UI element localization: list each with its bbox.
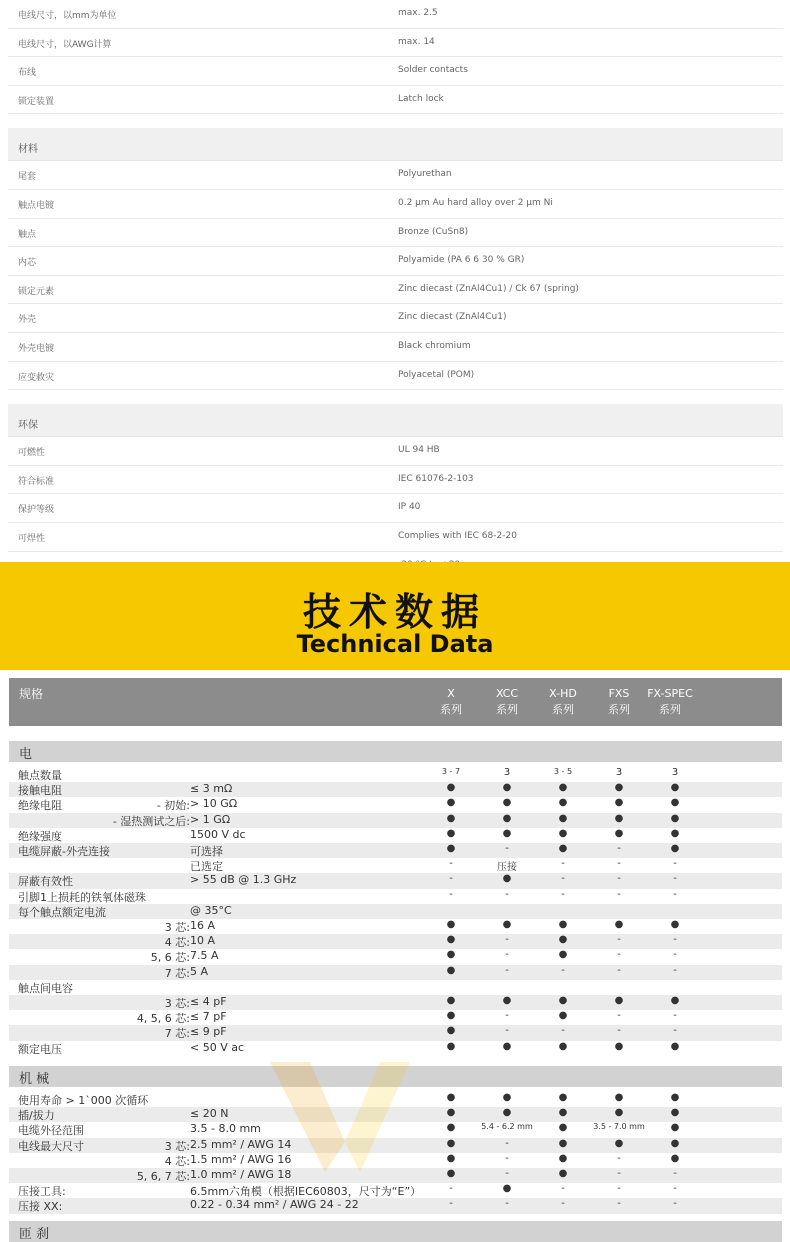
series-mark: - [673, 888, 677, 900]
row-sublabel: 3 芯: [164, 997, 190, 1010]
spec-row [8, 247, 783, 276]
row-value: 1.0 mm² / AWG 18 [190, 1168, 292, 1181]
series-mark: ● [558, 782, 568, 794]
spec-label: 触点电镀 [18, 200, 55, 211]
row-label: 每个触点额定电流 [18, 905, 106, 919]
spec-label: 可焊性 [18, 533, 46, 544]
row-sublabel: 5, 6, 7 芯: [136, 1170, 190, 1183]
series-mark: - [449, 873, 453, 885]
series-mark: ● [670, 1040, 680, 1052]
row-sublabel: 7 芯: [164, 1027, 190, 1041]
series-mark: - [673, 949, 677, 961]
series-mark: - [561, 1198, 565, 1210]
tech-table-header [9, 678, 782, 726]
spec-label: 内芯 [18, 258, 37, 269]
section-mechanical: 机 械 [9, 1066, 782, 1087]
row-sublabel: 4 芯: [164, 936, 190, 950]
series-mark: ● [446, 827, 456, 839]
tech-row [9, 782, 782, 797]
series-mark: ● [502, 797, 512, 809]
series-mark: - [617, 1168, 621, 1179]
tech-row [9, 965, 782, 980]
row-value: 7.5 A [190, 949, 219, 963]
series-mark: - [617, 873, 621, 885]
spec-value: Zinc diecast (ZnAl4Cu1) / Ck 67 (spring) [398, 283, 579, 294]
spec-label: 电线尺寸，以AWG计算 [18, 39, 112, 50]
series-mark: ● [558, 949, 568, 961]
spec-label: 锁定元素 [18, 286, 55, 297]
spec-value: Polyurethan [398, 169, 452, 180]
series-mark: ● [558, 919, 568, 930]
spec-label: 触点 [18, 229, 37, 240]
spec-row [8, 466, 783, 495]
tech-row [9, 1198, 782, 1213]
row-label: 绝缘强度 [18, 829, 62, 843]
series-mark: - [561, 873, 565, 885]
series-mark: ● [502, 827, 512, 839]
spec-row [8, 362, 783, 391]
row-label: 使用寿命 > 1`000 次循环 [18, 1094, 149, 1107]
spec-row [8, 219, 783, 248]
spec-row [8, 333, 783, 362]
series-mark: ● [502, 782, 512, 794]
series-mark: ● [446, 1137, 456, 1149]
spec-label: 锁定装置 [18, 96, 55, 107]
series-mark: - [561, 858, 565, 870]
spec-value: UL 94 HB [398, 445, 440, 456]
row-value: 6.5mm六角模（根据IEC60803，尺寸为“E”） [190, 1185, 422, 1199]
series-mark: ● [446, 1168, 456, 1179]
spec-row [8, 437, 783, 466]
tech-row [9, 1025, 782, 1040]
spec-row [8, 523, 783, 552]
row-label: 屏蔽有效性 [18, 875, 73, 889]
row-value: @ 35°C [190, 903, 232, 917]
tech-row [9, 919, 782, 934]
row-label: 额定电压 [18, 1042, 62, 1056]
series-mark: - [617, 949, 621, 961]
series-mark: 3 - 5 [553, 767, 573, 776]
series-mark: - [505, 843, 509, 854]
series-mark: 5.4 - 6.2 mm [481, 1122, 533, 1132]
spec-value: IP 40 [398, 502, 421, 513]
row-value: 0.22 - 0.34 mm² / AWG 24 - 22 [190, 1198, 359, 1212]
spec-table-top [8, 0, 783, 580]
spec-row [8, 0, 783, 29]
row-value: < 50 V ac [190, 1040, 245, 1054]
series-mark: - [617, 964, 621, 976]
series-mark: ● [614, 812, 624, 824]
series-mark: ● [446, 782, 456, 794]
series-mark: ● [446, 812, 456, 824]
series-mark: ● [670, 995, 680, 1006]
tech-row [9, 828, 782, 843]
series-mark: - [673, 858, 677, 870]
series-mark: ● [558, 1040, 568, 1052]
row-label: 接触电阻 [18, 784, 62, 798]
series-mark: - [617, 1198, 621, 1210]
spec-value: max. 2.5 [398, 8, 438, 18]
spec-value: Bronze (CuSn8) [398, 226, 469, 237]
spec-value: Complies with IEC 68-2-20 [398, 530, 517, 541]
spec-value: 0.2 μm Au hard alloy over 2 μm Ni [398, 197, 553, 208]
spec-row [8, 29, 783, 58]
series-mark: ● [670, 782, 680, 794]
series-mark: ● [614, 1092, 624, 1103]
row-sublabel: 3 芯: [164, 1139, 190, 1153]
spec-value: Black chromium [398, 340, 471, 351]
series-mark: ● [446, 995, 456, 1006]
row-label: 插/拔力 [18, 1109, 55, 1123]
series-mark: ● [558, 1137, 568, 1149]
tech-row [9, 1183, 782, 1198]
series-mark: ● [670, 797, 680, 809]
series-mark: - [673, 964, 677, 976]
series-mark: ● [558, 1152, 568, 1164]
series-mark: ● [614, 995, 624, 1006]
header-label: 规格 [19, 687, 44, 701]
series-mark: - [561, 1025, 565, 1037]
series-mark: - [673, 1183, 677, 1195]
col-x: X 系列 [440, 687, 462, 716]
series-mark: ● [558, 812, 568, 824]
row-value: 已选定 [190, 860, 223, 874]
series-mark: ● [446, 949, 456, 961]
series-mark: ● [446, 1092, 456, 1103]
series-mark: - [617, 858, 621, 870]
row-label: 引脚1上损耗的铁氧体磁珠 [18, 890, 146, 904]
series-mark: ● [558, 1168, 568, 1179]
tech-row [9, 1010, 782, 1025]
spec-label: 应变救灾 [18, 372, 55, 383]
row-sublabel: 3 芯: [164, 921, 190, 934]
row-label: 绝缘电阻 [18, 799, 62, 813]
spec-label: 符合标准 [18, 476, 55, 487]
spec-label: 布线 [18, 68, 37, 79]
spec-row [8, 304, 783, 333]
series-mark: - [673, 873, 677, 885]
technical-data-banner [0, 562, 790, 670]
spec-label: 外壳电镀 [18, 343, 55, 354]
tech-row [9, 889, 782, 904]
series-mark: ● [670, 919, 680, 930]
series-mark: ● [558, 1010, 568, 1022]
row-label: 触点数量 [18, 769, 62, 782]
tech-row [9, 767, 782, 782]
row-value: 10 A [190, 934, 216, 948]
series-mark: ● [446, 1152, 456, 1164]
series-mark: - [505, 964, 509, 976]
series-mark: ● [446, 934, 456, 946]
tech-row [9, 949, 782, 964]
tech-row [9, 934, 782, 949]
series-mark: ● [670, 1107, 680, 1119]
series-mark: ● [502, 873, 512, 885]
series-mark: ● [446, 1040, 456, 1052]
row-value: ≤ 20 N [190, 1107, 229, 1121]
spec-label: 电线尺寸，以mm为单位 [18, 11, 117, 21]
series-mark: ● [446, 964, 456, 976]
series-mark: ● [558, 1092, 568, 1103]
row-value: ≤ 9 pF [190, 1025, 227, 1039]
series-mark: - [449, 1198, 453, 1210]
series-mark: ● [446, 1010, 456, 1022]
row-value: > 1 GΩ [190, 812, 231, 826]
series-mark: ● [502, 995, 512, 1006]
spec-label: 外壳 [18, 315, 37, 326]
series-mark: - [505, 888, 509, 900]
spec-row [8, 276, 783, 305]
series-mark: - [449, 888, 453, 900]
series-mark: ● [502, 1183, 512, 1195]
series-mark: - [617, 1152, 621, 1164]
series-mark: - [561, 964, 565, 976]
tech-row [9, 873, 782, 888]
spec-value: Zinc diecast (ZnAl4Cu1) [398, 312, 507, 323]
series-mark: ● [558, 843, 568, 854]
series-mark: ● [670, 1137, 680, 1149]
row-value: 1500 V dc [190, 827, 246, 841]
series-mark: - [505, 1168, 509, 1179]
series-mark: ● [558, 934, 568, 946]
tech-row [9, 858, 782, 873]
row-sublabel: 5, 6 芯: [150, 951, 190, 965]
series-mark: - [617, 1025, 621, 1037]
series-mark: ● [558, 827, 568, 839]
series-mark: ● [446, 797, 456, 809]
row-sublabel: 4, 5, 6 芯: [136, 1012, 190, 1026]
series-mark: ● [558, 1107, 568, 1119]
row-sublabel: - 湿热测试之后: [112, 814, 190, 828]
series-mark: - [673, 1025, 677, 1037]
series-mark: - [505, 1010, 509, 1022]
series-mark: - [617, 1183, 621, 1195]
row-label: 压接 XX: [18, 1200, 63, 1214]
banner-title-zh: 技术数据 [302, 590, 487, 634]
col-fxspec: FX-SPEC 系列 [647, 687, 693, 716]
series-mark: ● [446, 919, 456, 930]
spec-label: 尾套 [18, 172, 37, 183]
series-mark: 3 - 7 [441, 767, 461, 776]
watermark-logo-icon [250, 1052, 430, 1182]
col-xcc: XCC 系列 [495, 687, 519, 716]
row-value: ≤ 4 pF [190, 995, 227, 1008]
series-mark: - [505, 1152, 509, 1164]
spec-value: max. 14 [398, 36, 435, 47]
spec-row [8, 57, 783, 86]
row-value: ≤ 3 mΩ [190, 782, 233, 796]
series-mark: - [673, 1010, 677, 1022]
series-mark: - [505, 1198, 509, 1210]
spec-value: Solder contacts [398, 65, 468, 76]
spec-value: Latch lock [398, 93, 444, 104]
series-mark: ● [502, 812, 512, 824]
spec-label: 保护等级 [18, 505, 55, 516]
series-mark: - [505, 949, 509, 961]
series-mark: - [673, 934, 677, 946]
row-value: 2.5 mm² / AWG 14 [190, 1137, 292, 1151]
spec-value: IEC 61076-2-103 [398, 473, 474, 484]
series-mark: ● [614, 827, 624, 839]
section-electrical: 电 [9, 741, 782, 762]
series-mark: ● [446, 843, 456, 854]
spec-section-header: 环保 [8, 404, 783, 437]
series-mark: ● [614, 782, 624, 794]
tech-row [9, 813, 782, 828]
row-sublabel: 7 芯: [164, 966, 190, 980]
banner-title-en: Technical Data [296, 630, 494, 658]
series-mark: ● [614, 1137, 624, 1149]
series-mark: 3 [671, 767, 679, 778]
series-mark: - [617, 934, 621, 946]
row-value: > 10 GΩ [190, 797, 238, 811]
series-mark: ● [502, 1092, 512, 1103]
series-mark: ● [446, 1107, 456, 1119]
series-mark: - [561, 888, 565, 900]
row-value: 3.5 - 8.0 mm [190, 1122, 261, 1136]
row-value: ≤ 7 pF [190, 1010, 227, 1024]
spec-row [8, 86, 783, 115]
tech-row [9, 797, 782, 812]
spec-row [8, 190, 783, 219]
series-mark: ● [614, 797, 624, 809]
spec-label: 可燃性 [18, 448, 46, 459]
row-value: > 55 dB @ 1.3 GHz [190, 873, 297, 887]
spec-row [8, 161, 783, 190]
series-mark: - [617, 843, 621, 854]
series-mark: - [505, 1137, 509, 1149]
series-mark: - [505, 1025, 509, 1037]
series-mark: ● [446, 1122, 456, 1134]
series-mark: - [505, 934, 509, 946]
col-xhd: X-HD 系列 [549, 687, 577, 716]
series-mark: 3.5 - 7.0 mm [593, 1122, 645, 1132]
tech-row [9, 980, 782, 995]
series-mark: ● [614, 1107, 624, 1119]
row-value: 5 A [190, 964, 209, 978]
tech-row [9, 843, 782, 858]
spec-value: Polyacetal (POM) [398, 369, 475, 380]
col-fxs: FXS 系列 [608, 687, 630, 716]
spec-value: Polyamide (PA 6 6 30 % GR) [398, 255, 525, 266]
section-next: 匝 刹 [9, 1221, 782, 1242]
series-mark: ● [670, 1122, 680, 1134]
row-label: 电缆外径范围 [18, 1124, 84, 1138]
series-mark: - [673, 1168, 677, 1179]
series-mark: ● [558, 995, 568, 1006]
series-mark: - [449, 858, 453, 870]
series-mark: - [561, 1183, 565, 1195]
row-sublabel: - 初始: [156, 799, 190, 813]
series-mark: ● [558, 1122, 568, 1134]
tech-row [9, 995, 782, 1010]
row-sublabel: 4 芯: [164, 1154, 190, 1168]
row-value: 16 A [190, 919, 216, 932]
row-label: 电缆屏蔽-外壳连接 [18, 845, 110, 858]
series-mark: - [617, 1010, 621, 1022]
series-mark: 3 [615, 767, 623, 778]
row-value: 可选择 [190, 845, 223, 858]
series-mark: ● [558, 797, 568, 809]
tech-row [9, 904, 782, 919]
spec-section-header: 材料 [8, 128, 783, 161]
series-mark: ● [614, 1040, 624, 1052]
series-mark: ● [670, 843, 680, 854]
series-mark: 压接 [497, 862, 517, 874]
spec-row [8, 494, 783, 523]
series-mark: ● [670, 827, 680, 839]
series-mark: ● [502, 1107, 512, 1119]
series-mark: - [449, 1183, 453, 1195]
row-label: 压接工具: [18, 1185, 66, 1199]
series-mark: ● [670, 1152, 680, 1164]
series-mark: ● [502, 1040, 512, 1052]
series-mark: - [617, 888, 621, 900]
row-value: 1.5 mm² / AWG 16 [190, 1152, 292, 1166]
series-mark: ● [446, 1025, 456, 1037]
series-mark: - [673, 1198, 677, 1210]
row-label: 触点间电容 [18, 981, 73, 995]
series-mark: ● [614, 919, 624, 930]
series-mark: 3 [503, 767, 511, 778]
row-label: 电线最大尺寸 [18, 1139, 84, 1153]
series-mark: ● [670, 1092, 680, 1103]
series-mark: ● [670, 812, 680, 824]
series-mark: ● [502, 919, 512, 930]
